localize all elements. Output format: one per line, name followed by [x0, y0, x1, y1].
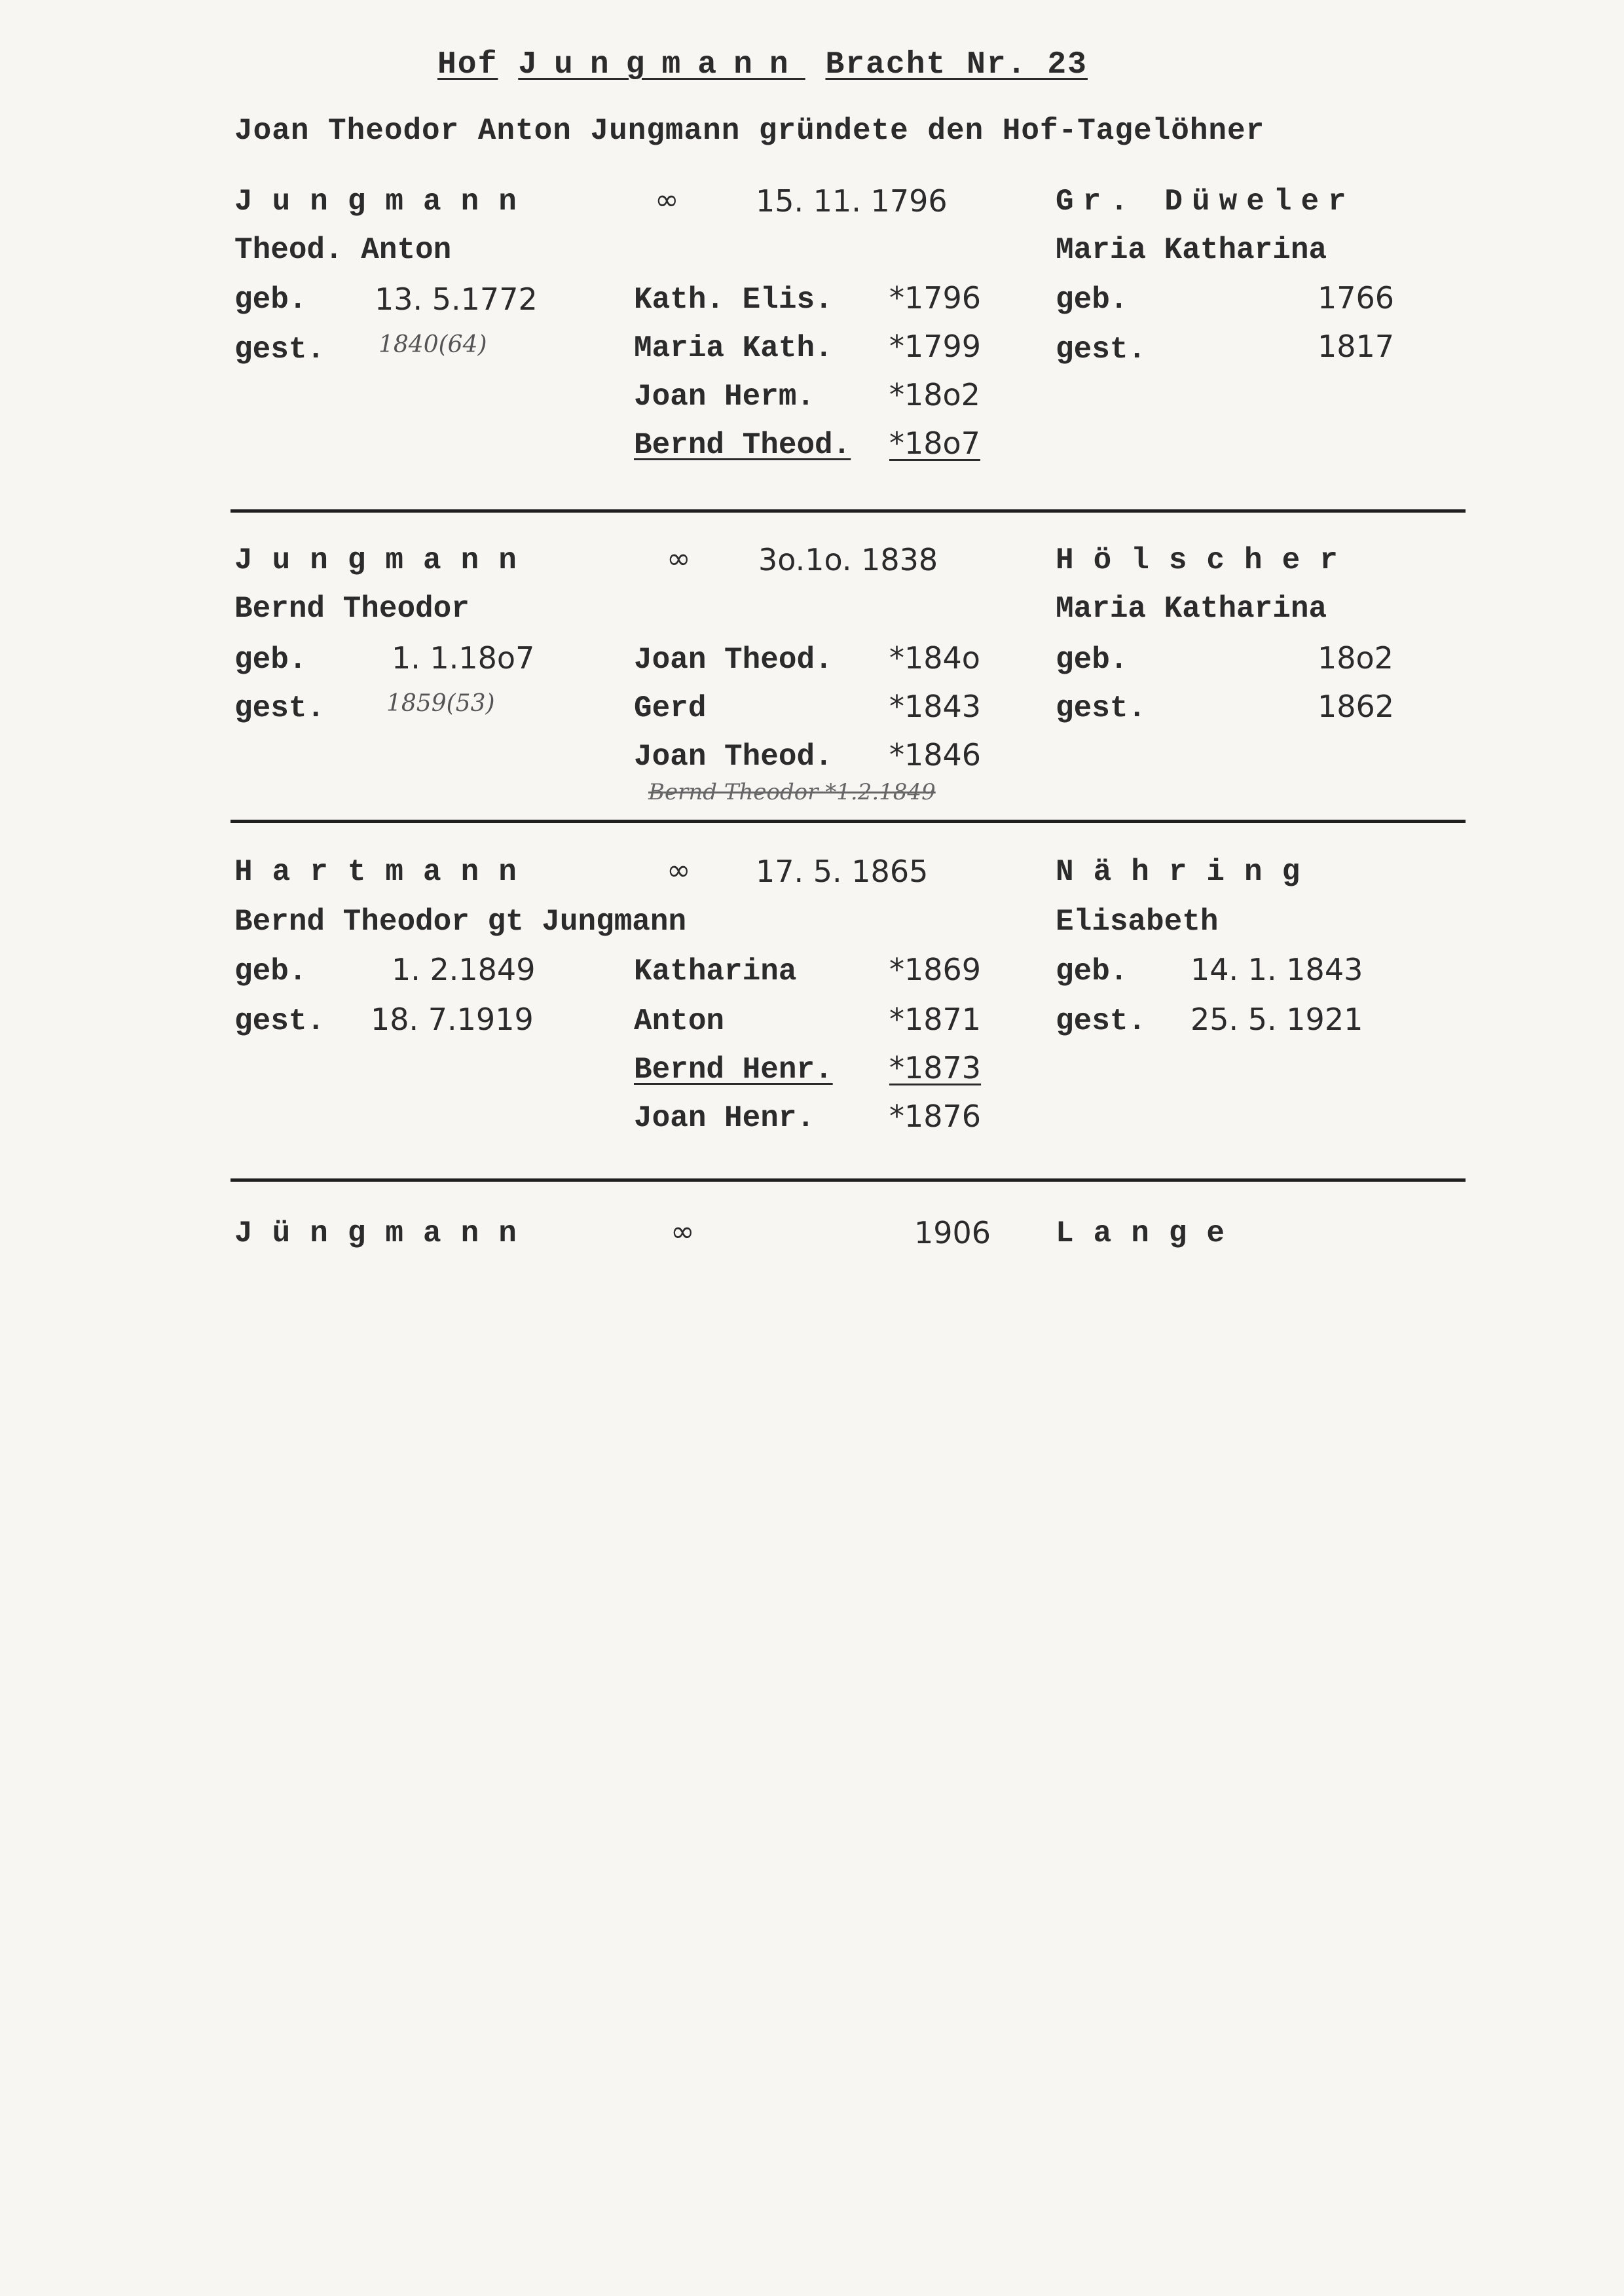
marriage-symbol: ∞ [655, 183, 679, 217]
child-born: *1876 [889, 1099, 982, 1134]
wife-given: Elisabeth [1056, 905, 1219, 939]
child-born: *1843 [889, 689, 982, 724]
wife-born-label: geb. [1056, 955, 1128, 989]
child-name: Katharina [634, 955, 797, 989]
husband-surname: Hartmann [234, 855, 536, 889]
child-name: Kath. Elis. [634, 283, 833, 317]
child-name: Bernd Henr. [634, 1053, 833, 1087]
wife-given: Maria Katharina [1056, 592, 1327, 626]
child-born: *1846 [889, 737, 982, 773]
husband-given: Theod. Anton [234, 233, 452, 267]
husband-given: Bernd Theodor [234, 592, 470, 626]
wife-died-label: gest. [1056, 333, 1147, 367]
child-name: Joan Theod. [634, 740, 833, 774]
child-born: *1869 [889, 952, 982, 987]
child-name: Gerd [634, 691, 707, 725]
husband-died: 1859(53) [386, 690, 495, 717]
husband-born: 1. 2.1849 [392, 952, 536, 987]
born-label: geb. [234, 955, 307, 989]
died-label: gest. [234, 691, 325, 725]
section-divider [231, 509, 1466, 513]
wife-surname: Hölscher [1056, 543, 1357, 577]
wife-surname: Nähring [1056, 855, 1320, 889]
child-name: Anton [634, 1004, 725, 1038]
title-suffix: Bracht Nr. 23 [825, 47, 1088, 82]
wife-born-label: geb. [1056, 283, 1128, 317]
wife-died: 25. 5. 1921 [1190, 1002, 1363, 1037]
marriage-symbol: ∞ [671, 1215, 695, 1248]
wife-born: 18o2 [1318, 640, 1393, 676]
wife-born-label: geb. [1056, 643, 1128, 677]
child-born: *1871 [889, 1002, 982, 1037]
child-name: Maria Kath. [634, 331, 833, 365]
child-name: Joan Theod. [634, 643, 833, 677]
title-prefix: Hof [437, 47, 498, 82]
child-born: *18o2 [889, 377, 980, 412]
marriage-date: 15. 11. 1796 [756, 183, 948, 219]
marriage-date: 1906 [914, 1215, 991, 1250]
wife-surname: Gr. Düweler [1056, 185, 1356, 219]
marriage-symbol: ∞ [667, 542, 691, 575]
husband-surname: Jüngmann [234, 1216, 536, 1250]
child-born: *1796 [889, 280, 982, 316]
handwritten-note: Bernd Theodor *1.2.1849 [648, 779, 936, 805]
husband-born: 1. 1.18o7 [392, 640, 535, 676]
intro-line: Joan Theodor Anton Jungmann gründete den Hof-Tagelöhner [234, 114, 1265, 148]
marriage-date: 3o.1o. 1838 [758, 542, 938, 577]
husband-died: 18. 7.1919 [371, 1002, 534, 1037]
child-born: *184o [889, 640, 980, 676]
child-born: *18o7 [889, 426, 980, 461]
born-label: geb. [234, 283, 307, 317]
wife-died-label: gest. [1056, 1004, 1147, 1038]
husband-surname: Jungmann [234, 543, 536, 577]
title-name: Jungmann [518, 47, 805, 82]
child-name: Joan Henr. [634, 1101, 815, 1135]
page-title [437, 47, 1088, 82]
wife-died: 1862 [1318, 689, 1395, 724]
husband-born: 13. 5.1772 [375, 282, 538, 317]
husband-died: 1840(64) [378, 331, 487, 358]
husband-given: Bernd Theodor gt Jungmann [234, 905, 687, 939]
section-divider [231, 820, 1466, 823]
wife-died-label: gest. [1056, 691, 1147, 725]
wife-surname: Lange [1056, 1216, 1245, 1250]
wife-given: Maria Katharina [1056, 233, 1327, 267]
wife-born: 1766 [1318, 280, 1395, 316]
husband-surname: Jungmann [234, 185, 536, 219]
section-divider [231, 1178, 1466, 1182]
child-born: *1799 [889, 329, 982, 364]
died-label: gest. [234, 1004, 325, 1038]
child-name: Bernd Theod. [634, 428, 851, 462]
wife-died: 1817 [1318, 329, 1395, 364]
born-label: geb. [234, 643, 307, 677]
died-label: gest. [234, 333, 325, 367]
marriage-date: 17. 5. 1865 [756, 854, 929, 889]
child-born: *1873 [889, 1050, 982, 1085]
marriage-symbol: ∞ [667, 854, 691, 887]
child-name: Joan Herm. [634, 380, 815, 414]
wife-born: 14. 1. 1843 [1190, 952, 1363, 987]
